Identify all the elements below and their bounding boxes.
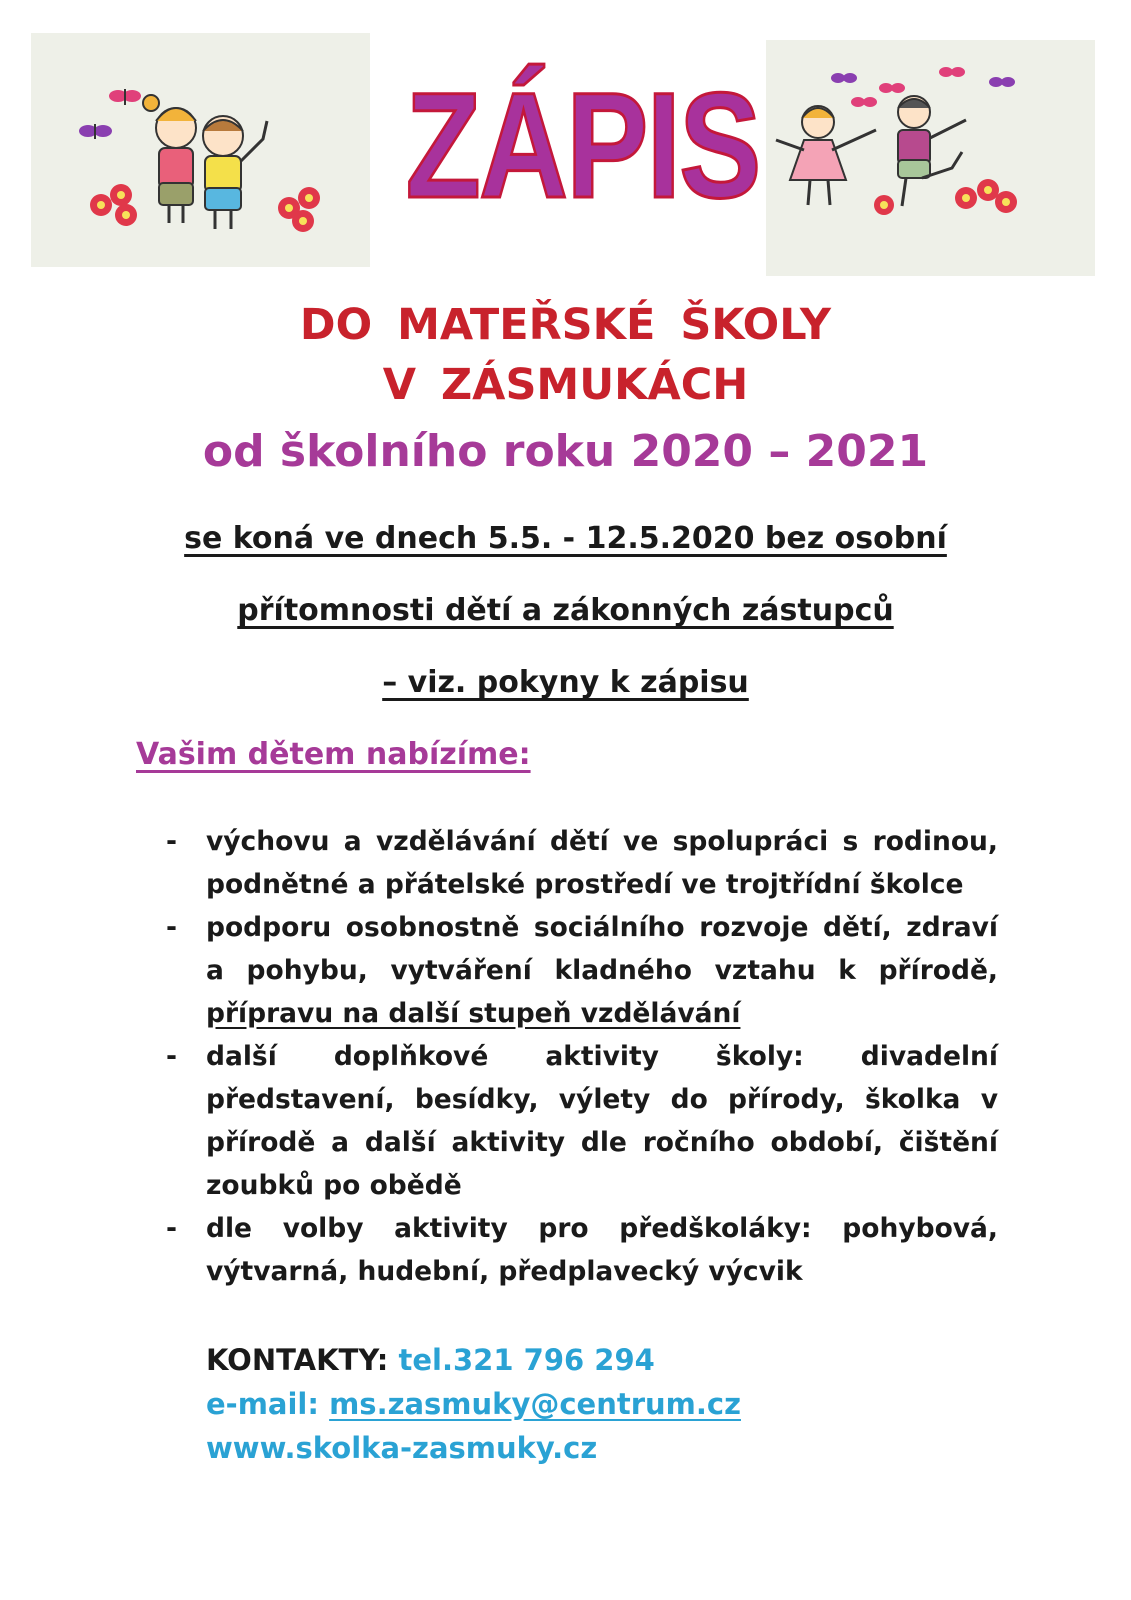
heading-line-2: V ZÁSMUKÁCH [382, 360, 749, 410]
hugging-kids-icon [31, 33, 370, 267]
heading-line-1: DO MATEŘSKÉ ŠKOLY [299, 300, 832, 350]
butterfly-icon [851, 97, 877, 107]
flowers-icon [874, 179, 1017, 215]
email-label: e-mail: [206, 1387, 319, 1421]
list-item-text: výchovu a vzdělávání dětí ve spolupráci s rodinou, podnětné a přátelské prostředí ve trojtřídní školce [206, 826, 998, 900]
offer-heading: Vašim dětem nabízíme: [136, 737, 531, 772]
dancing-kids-icon [766, 40, 1095, 276]
butterfly-icon [989, 77, 1015, 87]
list-item-text: podporu osobnostně sociálního rozvoje dětí, zdraví a pohybu, vytváření kladného vztahu k přírodě, [206, 912, 998, 986]
info-line-2: přítomnosti dětí a zákonných zástupců [237, 593, 894, 628]
contacts-email-row [206, 1382, 741, 1426]
butterfly-icon [879, 83, 905, 93]
kids-illustration-right [766, 40, 1095, 276]
list-dash: - [166, 1041, 177, 1072]
contacts-phone-row [206, 1338, 741, 1382]
kids-illustration-left [31, 33, 370, 267]
list-item [166, 1035, 998, 1207]
list-item-underlined-text: přípravu na další stupeň vzdělávání [206, 998, 741, 1029]
contacts-web-row [206, 1426, 741, 1470]
offer-list [166, 820, 998, 1293]
contacts-block [206, 1338, 741, 1470]
email-link[interactable]: ms.zasmuky@centrum.cz [329, 1387, 741, 1421]
info-line-3: – viz. pokyny k zápisu [382, 665, 749, 700]
list-item-text: dle volby aktivity pro předškoláky: pohybová, výtvarná, hudební, předplavecký výcvik [206, 1213, 998, 1287]
butterfly-icon [831, 73, 857, 83]
school-year-heading: od školního roku 2020 – 2021 [202, 426, 929, 477]
butterfly-icon [79, 124, 112, 139]
girl-figure [776, 106, 876, 205]
list-item [166, 1207, 998, 1293]
boy-figure [203, 116, 267, 229]
page-title: ZÁPIS [405, 61, 760, 229]
phone-link[interactable]: tel.321 796 294 [398, 1343, 655, 1377]
boy-figure [898, 96, 966, 206]
info-line-1: se koná ve dnech 5.5. - 12.5.2020 bez osobní [184, 521, 947, 556]
butterfly-icon [939, 67, 965, 77]
butterfly-icon [109, 89, 141, 105]
list-item [166, 906, 998, 1035]
list-item-text: další doplňkové aktivity školy: divadelní představení, besídky, výlety do přírody, školka v přírodě a další aktivity dle ročního období, čištění zoubků po obědě [206, 1041, 998, 1201]
list-dash: - [166, 826, 177, 857]
girl-figure [143, 95, 196, 223]
contacts-label: KONTAKTY: [206, 1343, 389, 1377]
list-dash: - [166, 912, 177, 943]
list-dash: - [166, 1213, 177, 1244]
list-item [166, 820, 998, 906]
website-link[interactable]: www.skolka-zasmuky.cz [206, 1431, 598, 1465]
